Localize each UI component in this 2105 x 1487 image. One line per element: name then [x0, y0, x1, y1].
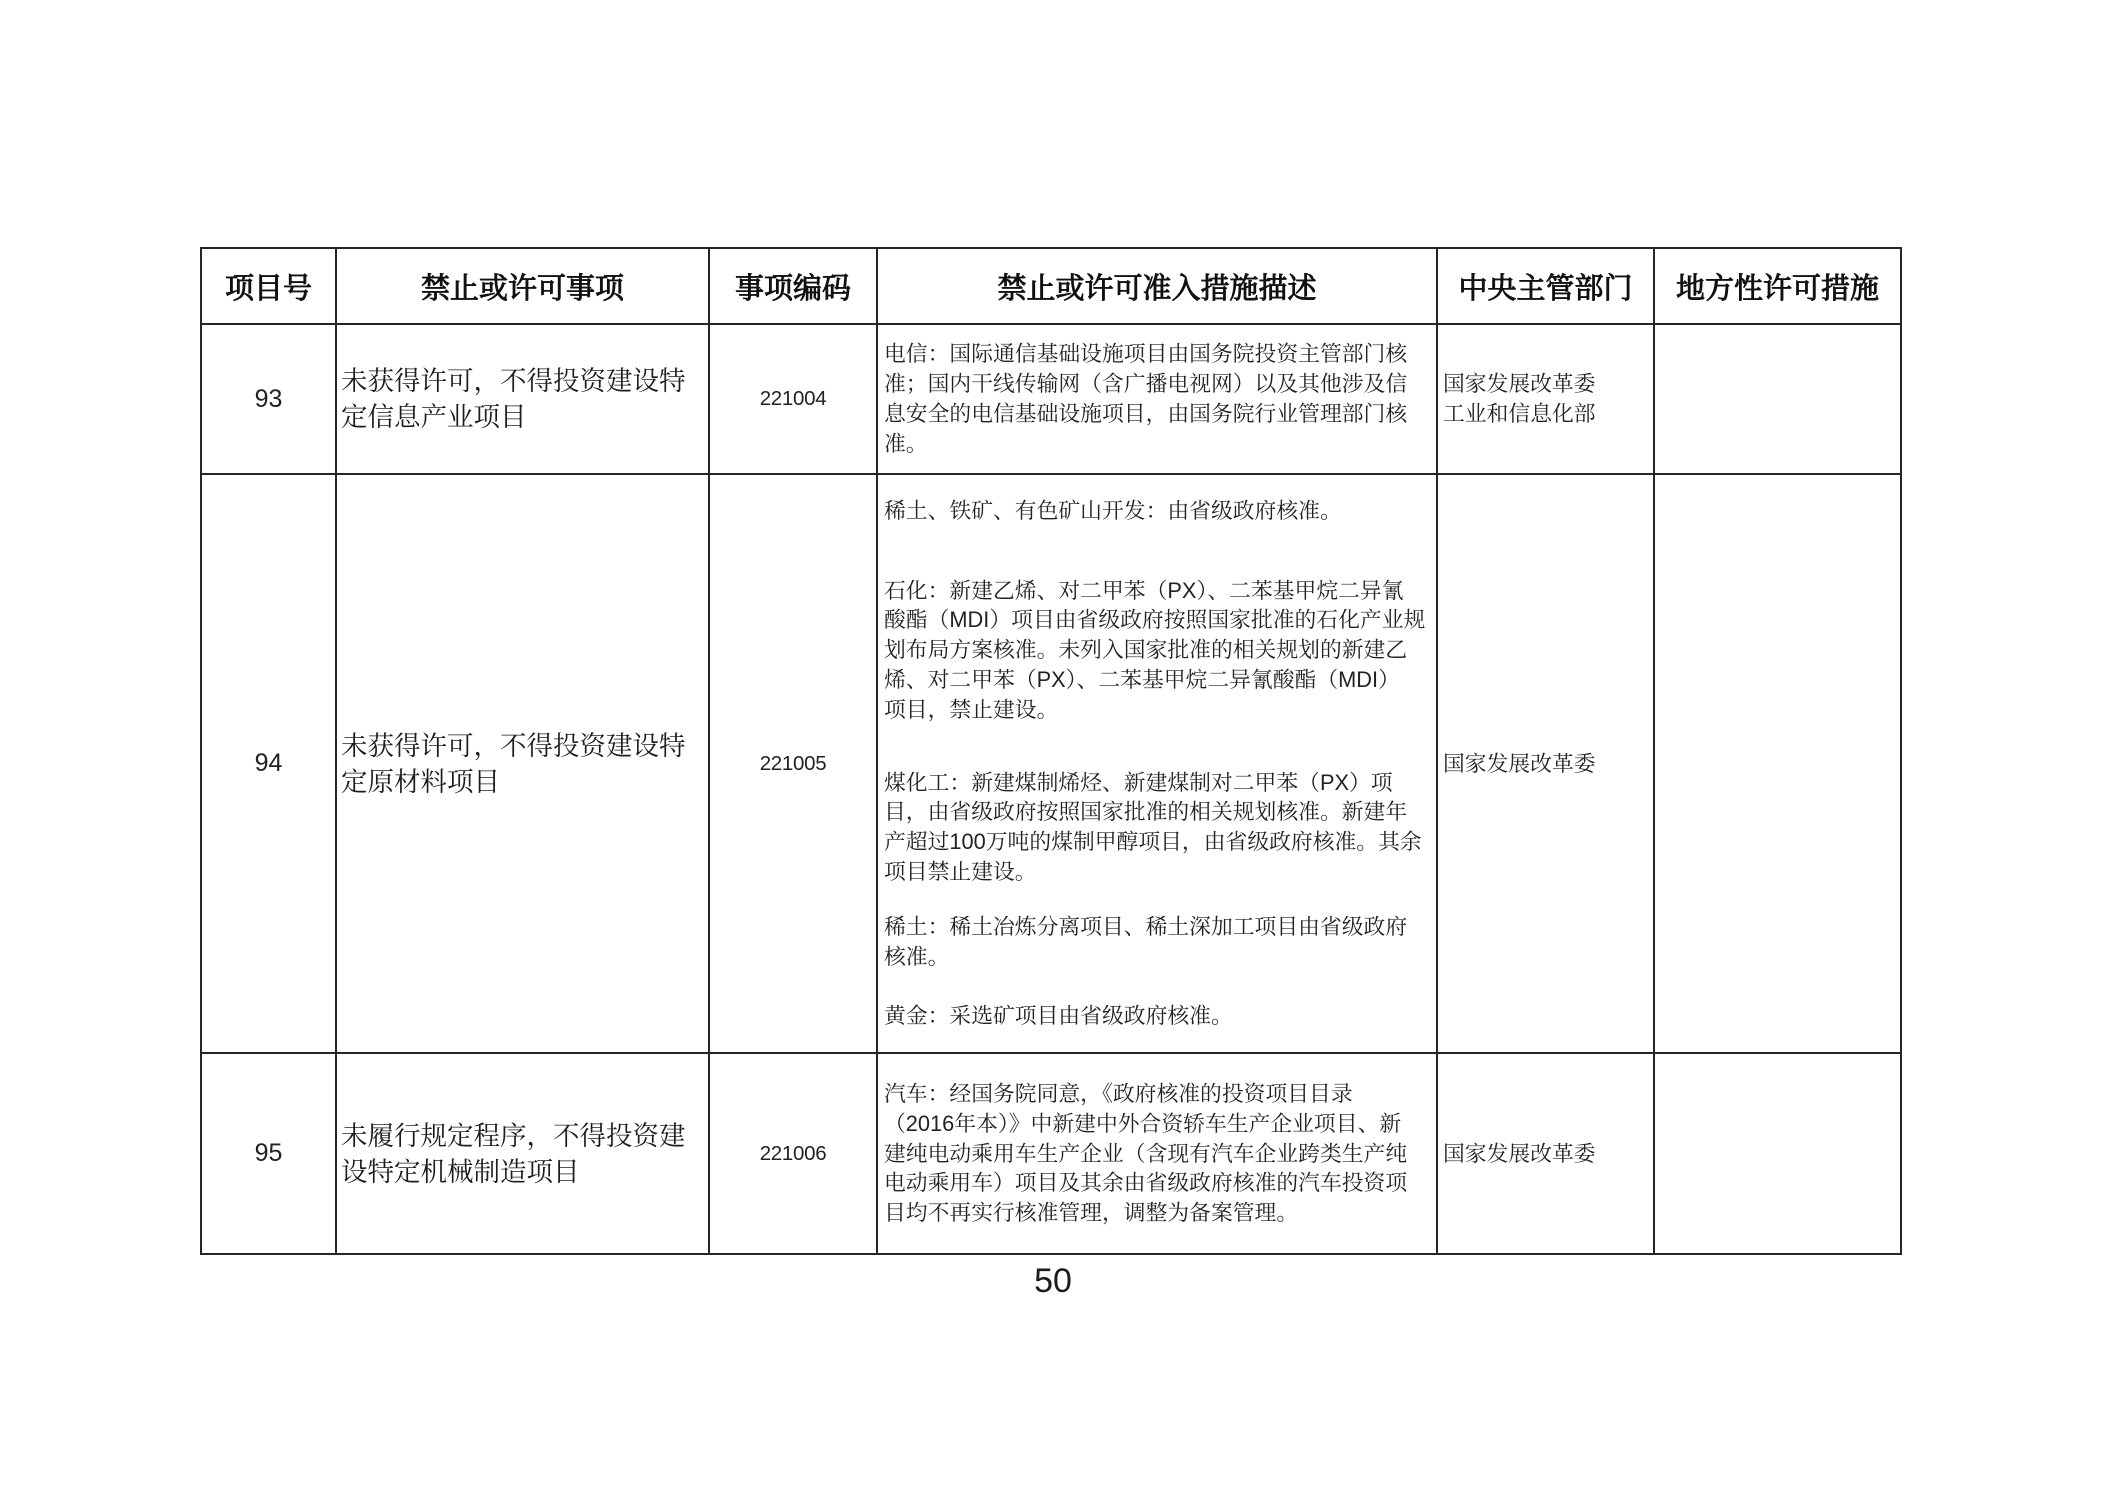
row-94-item-cell — [337, 475, 710, 1054]
permit-table — [200, 247, 1902, 1255]
description-paragraph — [884, 339, 1407, 458]
row-94-description-cell — [878, 475, 1438, 1054]
row-93-number-cell — [202, 325, 337, 475]
description-paragraph — [884, 496, 1342, 526]
description-line: 黄金：采选矿项目由省级政府核准。 — [884, 1003, 1233, 1029]
description-line: 烯、对二甲苯（PX）、二苯基甲烷二异氰酸酯（MDI） — [884, 667, 1400, 692]
description-line: 产超过100万吨的煤制甲醇项目，由省级政府核准。其余 — [884, 829, 1422, 855]
department-line: 国家发展改革委 — [1443, 1140, 1596, 1166]
item-code: 221005 — [759, 751, 827, 775]
description-paragraph — [884, 768, 1422, 887]
description-line: 稀土：稀土冶炼分离项目、稀土深加工项目由省级政府 — [884, 913, 1408, 939]
description-line: 电信：国际通信基础设施项目由国务院投资主管部门核 — [884, 341, 1408, 367]
description-line: 电动乘用车）项目及其余由省级政府核准的汽车投资项 — [884, 1170, 1408, 1196]
header-item-cell — [337, 249, 710, 325]
page-number: 50 — [1034, 1262, 1072, 1300]
row-94-department-cell — [1438, 475, 1655, 1054]
item-name-line: 未获得许可，不得投资建设特 — [341, 366, 686, 396]
description-paragraph — [884, 1079, 1407, 1228]
header-item: 禁止或许可事项 — [420, 272, 624, 305]
item-code: 221006 — [759, 1141, 827, 1165]
department-line: 国家发展改革委 — [1443, 750, 1596, 776]
description-line: 石化：新建乙烯、对二甲苯（PX）、二苯基甲烷二异氰 — [884, 577, 1404, 603]
header-local-cell — [1655, 249, 1902, 325]
description-line: 煤化工：新建煤制烯烃、新建煤制对二甲苯（PX）项 — [884, 769, 1393, 795]
row-95-description-cell — [878, 1054, 1438, 1255]
header-department: 中央主管部门 — [1458, 272, 1633, 305]
description-paragraph — [884, 912, 1407, 972]
row-95-local-cell — [1655, 1054, 1902, 1255]
description-line: 建纯电动乘用车生产企业（含现有汽车企业跨类生产纯 — [884, 1140, 1408, 1166]
description-line: 项目，禁止建设。 — [884, 696, 1059, 722]
item-name-line: 未履行规定程序，不得投资建 — [341, 1120, 686, 1151]
row-95-department-cell — [1438, 1054, 1655, 1255]
row-93-description-cell — [878, 325, 1438, 475]
header-local: 地方性许可措施 — [1675, 272, 1879, 305]
header-number: 项目号 — [224, 272, 312, 305]
row-93-department-cell — [1438, 325, 1655, 475]
description-paragraph — [884, 1001, 1233, 1031]
description-line: 准。 — [884, 430, 928, 456]
row-94-code-cell — [710, 475, 878, 1054]
description-line: （2016年本）》中新建中外合资轿车生产企业项目、新 — [884, 1110, 1402, 1136]
row-95-code-cell — [710, 1054, 878, 1255]
item-name-line: 定信息产业项目 — [341, 402, 527, 432]
description-paragraph — [884, 576, 1425, 725]
header-code: 事项编码 — [734, 272, 851, 305]
description-line: 汽车：经国务院同意，《政府核准的投资项目目录 — [884, 1081, 1353, 1106]
description-line: 准；国内干线传输网（含广播电视网）以及其他涉及信 — [884, 371, 1408, 397]
item-number: 95 — [254, 1139, 283, 1167]
header-department-cell — [1438, 249, 1655, 325]
description-line: 稀土、铁矿、有色矿山开发：由省级政府核准。 — [884, 497, 1342, 523]
row-93-local-cell — [1655, 325, 1902, 475]
row-95-number-cell — [202, 1054, 337, 1255]
item-number: 94 — [254, 749, 283, 777]
description-line: 项目禁止建设。 — [884, 858, 1037, 884]
header-description-cell — [878, 249, 1438, 325]
row-94-number-cell — [202, 475, 337, 1054]
description-line: 核准。 — [884, 943, 950, 969]
description-line: 息安全的电信基础设施项目，由国务院行业管理部门核 — [884, 401, 1408, 426]
header-number-cell — [202, 249, 337, 325]
description-line: 目，由省级政府按照国家批准的相关规划核准。新建年 — [884, 799, 1408, 825]
item-name-line: 未获得许可，不得投资建设特 — [341, 730, 686, 761]
description-line: 酸酯（MDI）项目由省级政府按照国家批准的石化产业规 — [884, 607, 1426, 633]
department-line: 国家发展改革委 — [1443, 371, 1596, 396]
description-line: 划布局方案核准。未列入国家批准的相关规划的新建乙 — [884, 637, 1408, 663]
description-line: 目均不再实行核准管理，调整为备案管理。 — [884, 1200, 1299, 1226]
item-name-line: 定原材料项目 — [341, 766, 500, 797]
row-94-local-cell — [1655, 475, 1902, 1054]
row-93-code-cell — [710, 325, 878, 475]
header-code-cell — [710, 249, 878, 325]
department-line: 工业和信息化部 — [1443, 401, 1596, 426]
item-name-line: 设特定机械制造项目 — [341, 1156, 580, 1187]
item-number: 93 — [254, 384, 283, 413]
row-93-item-cell — [337, 325, 710, 475]
header-description: 禁止或许可准入措施描述 — [997, 272, 1317, 305]
item-code: 221004 — [759, 387, 827, 410]
row-95-item-cell — [337, 1054, 710, 1255]
